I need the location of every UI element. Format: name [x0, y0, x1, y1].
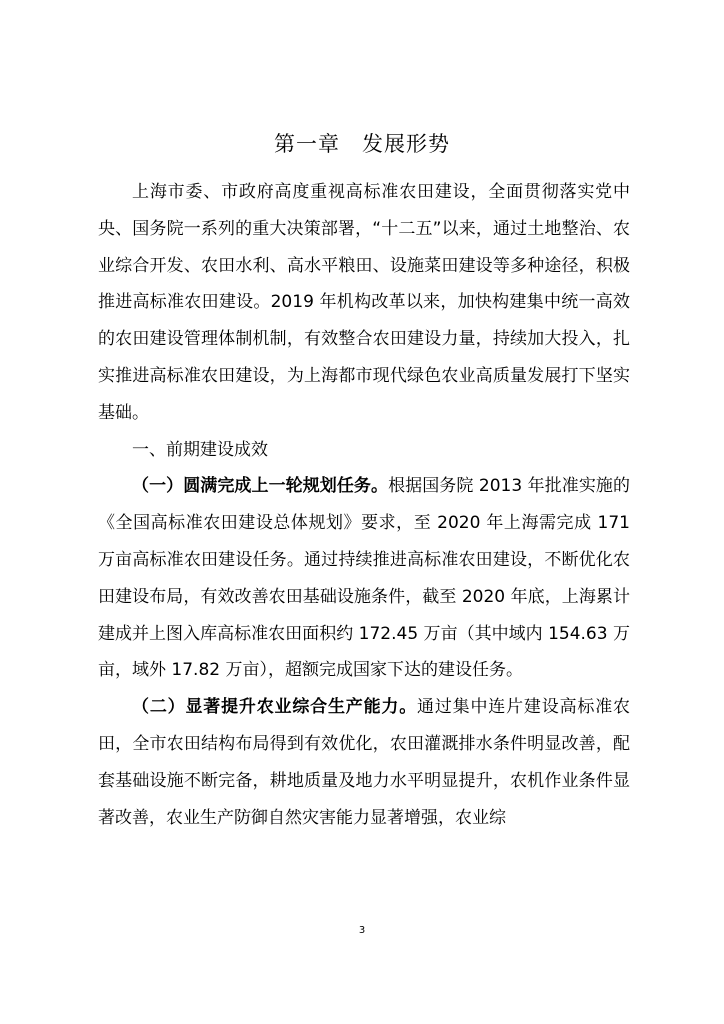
document-body — [98, 174, 630, 836]
item-lead-1: （一）圆满完成上一轮规划任务。 — [132, 476, 389, 497]
intro-paragraph: 上海市委、市政府高度重视高标准农田建设，全面贯彻落实党中央、国务院一系列的重大决策部署，“十二五”以来，通过土地整治、农业综合开发、农田水利、高水平粮田、设施菜田建设等多种途径，积极推进高标准农田建设。2019 年机构改革以来，加快构建集中统一高效的农田建设管理体制机制，有效整合农田建设力量，持续加大投入，扎实推进高标准农田建设，为上海都市现代绿色农业高质量发展打下坚实基础。 — [98, 182, 630, 423]
item-text-2: 通过集中连片建设高标准农田，全市农田结构布局得到有效优化，农田灌溉排水条件明显改善，配套基础设施不断完备，耕地质量及地力水平明显提升，农机作业条件显著改善，农业生产防御自然灾害能力显著增强，农业综 — [98, 697, 631, 828]
item-paragraph-2 — [98, 689, 630, 836]
item-text-1: 根据国务院 2013 年批准实施的《全国高标准农田建设总体规划》要求，至 2020 年上海需完成 171 万亩高标准农田建设任务。通过持续推进高标准农田建设，不断优化农田建设布局，有效改善农田基础设施条件，截至 2020 年底，上海累计建成并上图入库高标准农田面积约 172.45 万亩（其中域内 154.63 万亩，域外 17.82 万亩），超额完成国家下达的建设任务。 — [98, 476, 631, 681]
page-number: 3 — [358, 925, 366, 936]
chapter-title: 第一章 发展形势 — [274, 132, 450, 156]
item-paragraph-1 — [98, 468, 630, 689]
item-lead-2: （二）显著提升农业综合生产能力。 — [132, 697, 418, 718]
section-heading: 一、前期建设成效 — [132, 439, 268, 460]
